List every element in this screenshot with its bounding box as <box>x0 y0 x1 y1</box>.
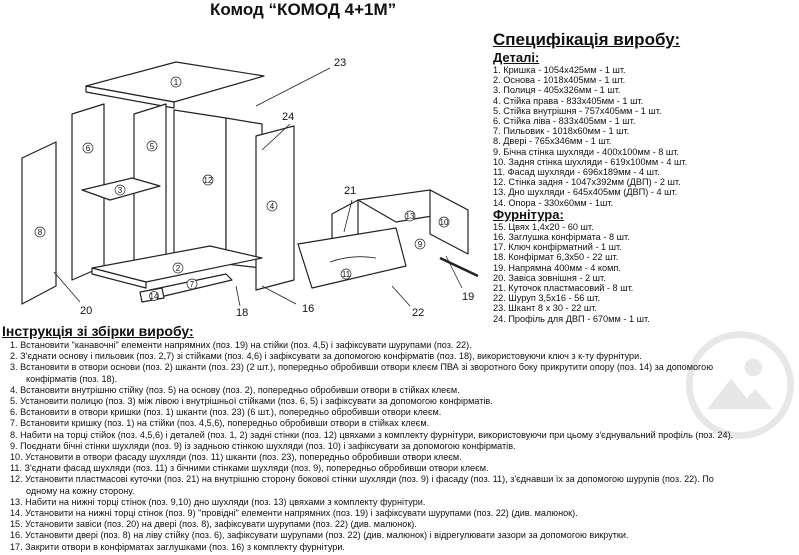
callout-23: 23 <box>334 57 347 69</box>
instruction-step: 12. Установити пластмасові куточки (поз. 21) на внутрішню сторону бокової стінки шухляди (поз. 9) і фасаду (поз. 11), з'єднавши їх за допомогою шурупів (поз. 22). По <box>10 474 714 485</box>
instruction-step: 8. Набити на торці стійок (поз. 4,5,6) і деталей (поз. 1, 2) задні стінки (поз. 12) цвяхами з комплекту фурнітури, використовуючи при цьому з'єднувальний профіль (поз. 24). <box>10 429 734 440</box>
circle-2 <box>173 263 183 273</box>
instructions-list <box>0 340 799 553</box>
detail-item: 7. Пильовик - 1018х60мм - 1 шт. <box>493 126 630 137</box>
svg-text:5: 5 <box>149 142 155 151</box>
svg-text:8: 8 <box>37 228 43 237</box>
detail-item: 10. Задня стінка шухляди - 619х100мм - 4 шт. <box>493 156 688 167</box>
circle-9 <box>415 239 425 249</box>
svg-text:7: 7 <box>189 280 195 289</box>
instruction-step: 10. Установити в отвори фасаду шухляди (поз. 11) шканти (поз. 23), попередньо обробивши отвори клеєм. <box>10 452 462 463</box>
part-drawer-front <box>298 228 406 288</box>
svg-text:11: 11 <box>341 270 351 279</box>
svg-text:6: 6 <box>85 144 91 153</box>
circle-14 <box>150 292 159 302</box>
svg-text:13: 13 <box>405 212 415 221</box>
hardware-item: 22. Шуруп 3,5х16 - 56 шт. <box>493 293 600 304</box>
svg-text:10: 10 <box>439 218 449 227</box>
instruction-step: 2. З'єднати основу і пильовик (поз. 2,7) зі стійками (поз. 4,6) і зафіксувати за допомогою конфірматів (поз. 18), використовуючи ключ з к-ту фурнітури. <box>10 351 642 362</box>
callout-21: 21 <box>344 185 357 197</box>
hardware-list <box>493 222 799 324</box>
detail-item: 9. Бічна стінка шухляди - 400х100мм - 8 шт. <box>493 146 679 157</box>
detail-item: 5. Стійка внутрішня - 757х405мм - 1 шт. <box>493 105 662 116</box>
circle-12 <box>203 175 213 185</box>
circle-4 <box>267 201 277 211</box>
detail-item: 3. Полиця - 405х326мм - 1 шт. <box>493 85 621 96</box>
circle-13 <box>405 211 415 221</box>
instruction-step: 11. З'єднати фасад шухляди (поз. 11) з бічними стінками шухляди (поз. 9), попередньо обробивши отвори клеєм. <box>10 463 489 474</box>
hardware-item: 21. Куточок пластмасовий - 8 шт. <box>493 283 634 294</box>
spec-title: Специфікація виробу: <box>493 30 681 49</box>
callout-22: 22 <box>412 307 425 318</box>
callout-24: 24 <box>282 111 295 123</box>
instruction-step: 13. Набити на нижні торці стінок (поз. 9,10) дно шухляди (поз. 13) цвяхами з комплекту фурнітури. <box>10 496 426 507</box>
detail-item: 6. Стійка ліва - 833х405мм - 1 шт. <box>493 116 636 127</box>
instruction-step: 4. Встановити внутрішню стійку (поз. 5) на основу (поз. 2), попередньо обробивши отвори в стійках клеєм. <box>10 384 460 395</box>
document-title: Комод “КОМОД 4+1М” <box>210 0 397 19</box>
part-back-panel <box>174 110 226 264</box>
hardware-item: 17. Ключ конфірматний - 1 шт. <box>493 242 622 253</box>
hardware-item: 19. Напрямна 400мм - 4 комп. <box>493 262 621 273</box>
hardware-item: 24. Профіль для ДВП - 670мм - 1 шт. <box>493 313 650 324</box>
circle-8 <box>35 227 45 237</box>
instruction-step: 7. Встановити кришку (поз. 1) на стійки (поз. 4,5,6), попередньо обробивши отвори в стійках клеєм. <box>10 418 430 429</box>
hardware-heading: Фурнітура: <box>493 206 564 222</box>
instructions-title: Інструкція зі збірки виробу: <box>2 323 194 339</box>
detail-item: 14. Опора - 330х60мм - 1шт. <box>493 197 614 208</box>
svg-text:4: 4 <box>269 202 275 211</box>
instruction-step-continuation: конфірматів (поз. 18). <box>26 373 118 384</box>
callout-20: 20 <box>80 305 93 317</box>
details-heading: Деталі: <box>493 50 540 65</box>
instruction-step: 14. Установити на нижні торці стінок (поз. 9) "провідні" елементи напрямних (поз. 19) і зафіксувати шурупами (поз. 22) (див. малюнок). <box>10 508 578 519</box>
svg-text:3: 3 <box>117 186 123 195</box>
circle-3 <box>115 185 125 195</box>
detail-item: 11. Фасад шухляди - 696х189мм - 4 шт. <box>493 167 660 178</box>
circle-7 <box>187 279 197 289</box>
instructions-section <box>0 323 799 553</box>
hardware-item: 18. Конфірмат 6,3х50 - 22 шт. <box>493 252 619 263</box>
instruction-step: 17. Закрити отвори в конфірматах заглушками (поз. 16) з комплекту фурнітури. <box>10 541 345 552</box>
assembly-diagram <box>0 18 492 318</box>
detail-item: 13. Дно шухляди - 645х405мм (ДВП) - 4 шт. <box>493 187 678 198</box>
svg-text:1: 1 <box>173 78 179 87</box>
instruction-step: 6. Встановити в отвори кришки (поз. 1) шканти (поз. 23) (6 шт.), попередньо обробивши отвори клеєм. <box>10 407 442 418</box>
instruction-step: 15. Установити завіси (поз. 20) на двері (поз. 8), зафіксувати шурупами (поз. 22) (див. малюнок). <box>10 519 417 530</box>
callout-18: 18 <box>236 307 249 318</box>
circle-1 <box>171 77 181 87</box>
detail-item: 2. Основа - 1018х405мм - 1 шт. <box>493 75 626 86</box>
detail-item: 8. Двері - 765х346мм - 1 шт. <box>493 136 612 147</box>
circle-10 <box>439 217 449 227</box>
circle-11 <box>341 269 351 279</box>
detail-item: 1. Кришка - 1054х425мм - 1 шт. <box>493 65 626 75</box>
instruction-step-continuation: одному на кожну сторону. <box>26 485 135 496</box>
hardware-item: 20. Завіса зовнішня - 2 шт. <box>493 272 606 283</box>
hardware-item: 23. Шкант 8 х 30 - 22 шт. <box>493 303 597 314</box>
circle-6 <box>83 143 93 153</box>
svg-text:9: 9 <box>417 240 423 249</box>
callout-16: 16 <box>302 303 315 315</box>
circle-5 <box>147 141 157 151</box>
svg-text:2: 2 <box>175 264 181 273</box>
svg-text:14: 14 <box>149 292 159 301</box>
hardware-item: 16. Заглушка конфірмата - 8 шт. <box>493 232 630 243</box>
hardware-item: 15. Цвях 1,4х20 - 60 шт. <box>493 221 594 232</box>
details-list <box>493 65 799 208</box>
instruction-step: 5. Установити полицю (поз. 3) між лівою і внутрішньої стійками (поз. 6, 5) і зафіксувати за допомогою конфірматів. <box>10 396 493 407</box>
instruction-step: 3. Встановити в отвори основи (поз. 2) шканти (поз. 23) (2 шт.), попередньо обробивши отвори клеєм ПВА зі зворотного боку прикрутити опору (поз. 14) за допомогою <box>10 362 714 373</box>
specification-section <box>493 30 799 324</box>
instruction-step: 16. Установити двері (поз. 8) на ліву стійку (поз. 6), зафіксувати шурупами (поз. 22) (див. малюнок) і відрегулювати зазори за допомогою викрутки. <box>10 530 629 541</box>
part-door <box>22 142 56 304</box>
instruction-step: 9. Поєднати бічні стінки шухляди (поз. 9) із задньою стінкою шухляди (поз. 10) і зафіксувати за допомогою конфірматів. <box>10 440 516 451</box>
detail-item: 4. Стійка права - 833х405мм - 1 шт. <box>493 95 644 106</box>
detail-item: 12. Стінка задня - 1047х392мм (ДВП) - 2 шт. <box>493 177 681 188</box>
callout-19: 19 <box>462 291 475 303</box>
svg-text:12: 12 <box>203 176 213 185</box>
instruction-step: 1. Встановити "канавочні" елементи напрямних (поз. 19) на стійки (поз. 4,5) і зафіксувати шурупами (поз. 22). <box>10 340 472 350</box>
